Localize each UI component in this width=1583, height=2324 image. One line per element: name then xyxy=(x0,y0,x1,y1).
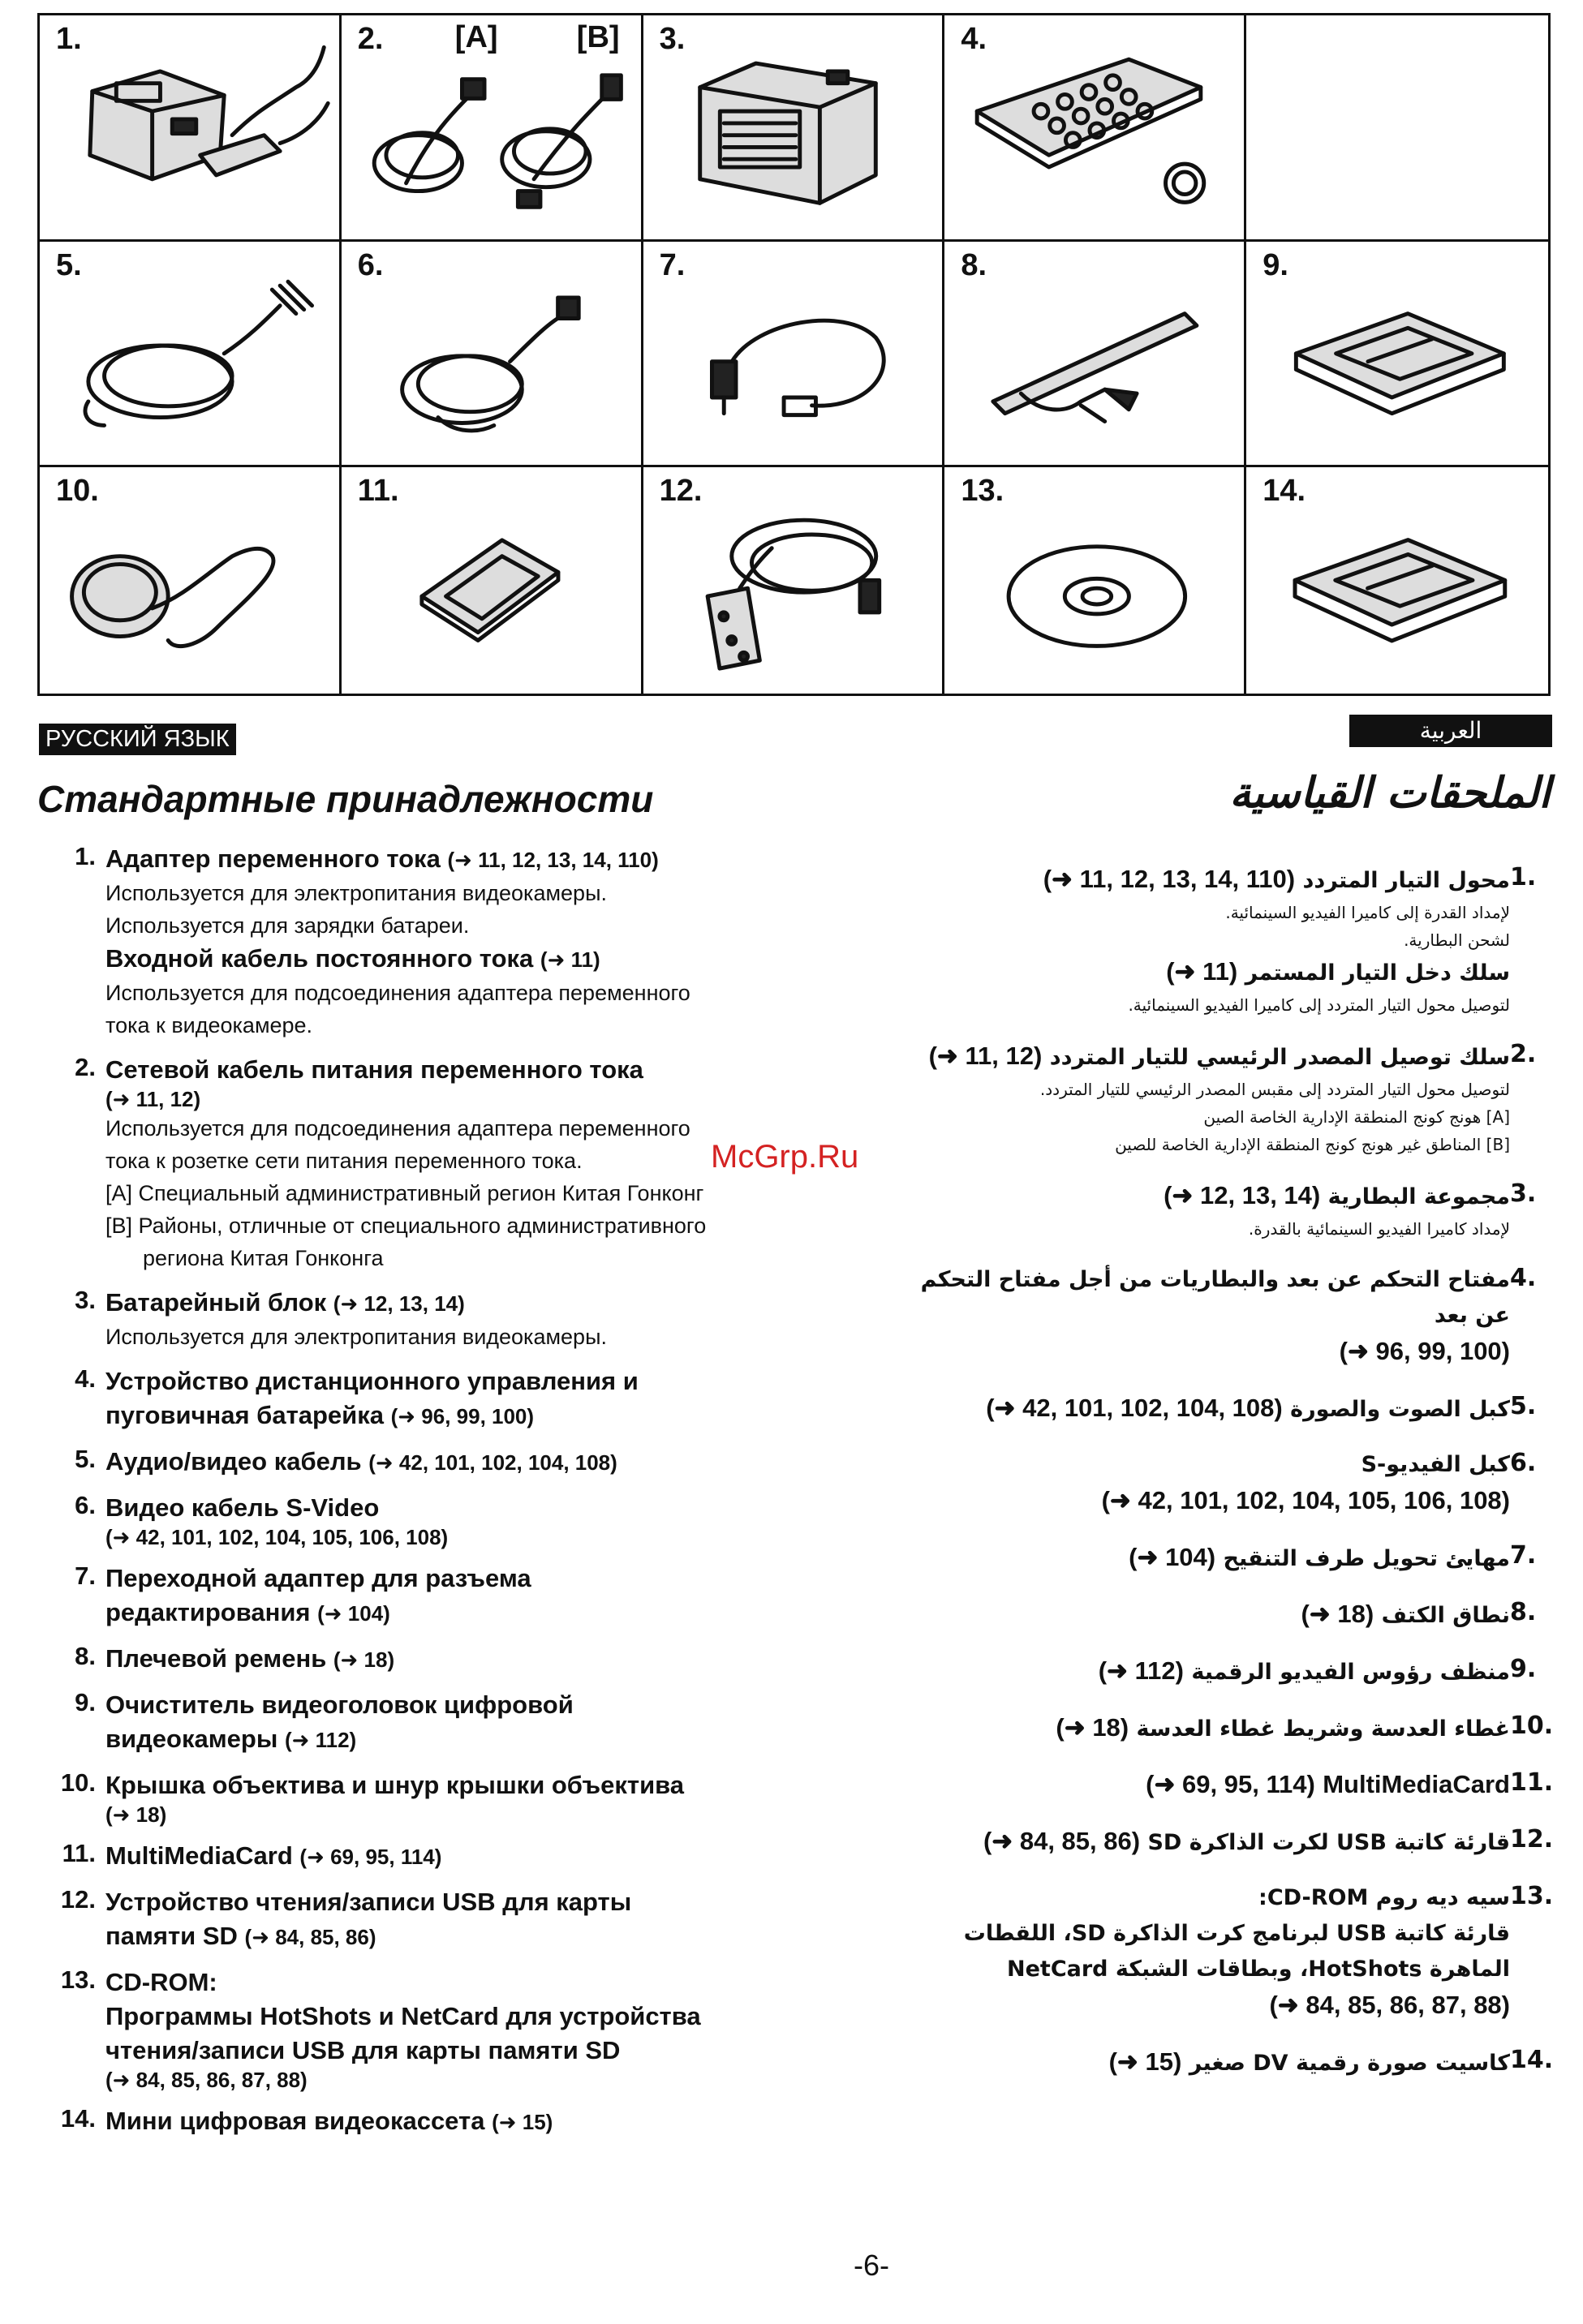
list-item xyxy=(879,1540,1552,1577)
cell-number: 4. xyxy=(961,22,987,56)
page-reference: (➜ 84, 85, 86) xyxy=(983,1827,1141,1855)
item-heading: Аудио/видео кабель xyxy=(105,1447,362,1476)
list-item xyxy=(49,842,844,1042)
item-heading: قارئة كاتبة USB لبرنامج كرت الذاكرة SD، اللقطات الماهرة HotShots، وبطاقات الشبكة NetCard xyxy=(963,1921,1510,1982)
item-heading: كاسيت صورة رقمية DV صغير xyxy=(1189,2051,1510,2076)
item-heading: Плечевой ремень xyxy=(105,1644,327,1673)
page-reference: (➜ 112) xyxy=(284,1728,357,1752)
item-heading: قارئة كاتبة USB لكرت الذاكرة SD xyxy=(1147,1830,1510,1855)
page-reference: (➜ 42, 101, 102, 104, 108) xyxy=(986,1394,1283,1422)
page-reference: (➜ 96, 99, 100) xyxy=(1339,1337,1510,1365)
list-item xyxy=(879,1447,1552,1520)
accessory-cell-1 xyxy=(40,15,342,242)
item-description: لشحن البطارية. xyxy=(1404,930,1510,950)
page-reference: (➜ 42, 101, 102, 104, 105, 106, 108) xyxy=(1101,1486,1510,1514)
page-number: -6- xyxy=(854,2249,889,2282)
list-item xyxy=(49,1768,844,1828)
cell-number: 5. xyxy=(56,247,82,282)
list-item xyxy=(49,1491,844,1550)
head-cleaner-illustration xyxy=(1246,242,1548,466)
list-item xyxy=(879,1596,1552,1634)
item-heading: منظف رؤوس الفيديو الرقمية xyxy=(1191,1660,1510,1685)
item-heading: чтения/записи USB для карты памяти SD xyxy=(105,2036,621,2064)
item-heading: كبل الفيديو-S xyxy=(1361,1452,1510,1477)
list-item xyxy=(49,1286,844,1353)
ac-adapter-illustration xyxy=(40,15,339,239)
item-heading: محول التيار المتردد xyxy=(1302,868,1510,893)
language-label-russian: РУССКИЙ ЯЗЫК xyxy=(39,724,236,755)
cell-number: 11. xyxy=(357,474,399,509)
list-item xyxy=(49,1445,844,1480)
cd-rom-illustration xyxy=(944,467,1244,694)
item-description: Используется для электропитания видеокамеры. xyxy=(105,1325,607,1349)
cell-number: 13. xyxy=(961,474,1004,509)
list-item xyxy=(879,1767,1552,1804)
cell-number: 10. xyxy=(56,474,99,509)
accessory-cell-6 xyxy=(342,242,643,468)
item-heading: Мини цифровая видеокассета xyxy=(105,2107,485,2135)
item-heading: Сетевой кабель питания переменного тока xyxy=(105,1055,643,1084)
list-item xyxy=(879,2044,1552,2081)
accessory-cell-9 xyxy=(1246,242,1548,468)
accessory-cell-14 xyxy=(1246,467,1548,694)
accessory-cell-13 xyxy=(944,467,1246,694)
item-number: 8. xyxy=(75,1642,96,1670)
item-number: 9. xyxy=(1510,1655,1537,1683)
item-description: Используется для электропитания видеокамеры. xyxy=(105,881,607,905)
page-reference: (➜ 18) xyxy=(105,1802,167,1827)
list-item xyxy=(879,1178,1552,1243)
cell-number: 14. xyxy=(1263,474,1306,509)
item-number: 14. xyxy=(60,2104,96,2133)
item-description: لتوصيل محول التيار المتردد إلى مقبس المصدر الرئيسي للتيار المتردد. xyxy=(1039,1080,1510,1099)
accessory-cell-10 xyxy=(40,467,342,694)
accessory-cell-5 xyxy=(40,242,342,468)
accessory-cell-3 xyxy=(643,15,945,242)
list-item xyxy=(49,1562,844,1630)
item-description: [A] Специальный административный регион Китая Гонконг xyxy=(105,1181,704,1205)
page-reference: (➜ 18) xyxy=(333,1647,395,1672)
item-number: 14. xyxy=(1510,2046,1554,2074)
cell-number: 7. xyxy=(659,247,686,282)
region-tag-a: [A] xyxy=(454,20,498,54)
item-number: 12. xyxy=(1510,1825,1554,1854)
page-reference: (➜ 11, 12) xyxy=(928,1042,1043,1070)
item-description: لإمداد كاميرا الفيديو السينمائية بالقدرة. xyxy=(1248,1219,1510,1239)
item-number: 10. xyxy=(60,1768,96,1797)
accessory-cell-7 xyxy=(643,242,945,468)
item-heading: MultiMediaCard xyxy=(105,1841,293,1870)
accessory-cell-11 xyxy=(342,467,643,694)
accessory-cell-12 xyxy=(643,467,945,694)
page-reference: (➜ 84, 85, 86, 87, 88) xyxy=(1269,1991,1510,2019)
page-reference: (➜ 104) xyxy=(1129,1543,1216,1571)
item-heading: CD-ROM: xyxy=(105,1968,217,1996)
battery-pack-illustration xyxy=(643,15,943,239)
item-heading: Видео кабель S-Video xyxy=(105,1493,380,1522)
item-number: 12. xyxy=(60,1885,96,1914)
cell-number: 3. xyxy=(659,22,686,56)
item-heading: Входной кабель постоянного тока xyxy=(105,944,534,973)
item-heading: Программы HotShots и NetCard для устройства xyxy=(105,2002,701,2030)
item-heading: سلك دخل التيار المستمر xyxy=(1245,960,1510,986)
list-item xyxy=(49,1885,844,1954)
item-heading: مهايئ تحويل طرف التنقيح xyxy=(1223,1546,1510,1571)
accessory-cell-8 xyxy=(944,242,1246,468)
page-reference: (➜ 69, 95, 114) xyxy=(299,1845,442,1869)
page-reference: (➜ 84, 85, 86, 87, 88) xyxy=(105,2068,308,2092)
page-reference: (➜ 15) xyxy=(492,2110,553,2134)
item-number: 9. xyxy=(75,1688,96,1716)
item-description: [A] هونج كونج المنطقة الإدارية الخاصة الصين xyxy=(1203,1107,1510,1127)
shoulder-strap-illustration xyxy=(944,242,1244,466)
cell-number: 9. xyxy=(1263,247,1288,282)
item-description: Используется для подсоединения адаптера переменного xyxy=(105,981,690,1005)
item-description: тока к розетке сети питания переменного тока. xyxy=(105,1149,583,1173)
item-heading: Адаптер переменного тока xyxy=(105,844,441,873)
item-heading: غطاء العدسة وشريط غطاء العدسة xyxy=(1136,1716,1510,1742)
page-reference: (➜ 11) xyxy=(1166,957,1238,986)
list-item xyxy=(49,1364,844,1433)
list-item xyxy=(879,1038,1552,1158)
item-description: Используется для подсоединения адаптера переменного xyxy=(105,1116,690,1141)
page-reference: (➜ 12, 13, 14) xyxy=(333,1291,465,1316)
item-heading: памяти SD xyxy=(105,1922,238,1950)
usb-reader-illustration xyxy=(643,467,943,694)
watermark: McGrp.Ru xyxy=(711,1139,859,1175)
item-heading: كبل الصوت والصورة xyxy=(1290,1397,1510,1422)
item-number: 13. xyxy=(1510,1882,1554,1910)
list-item xyxy=(49,2104,844,2139)
page-reference: (➜ 11) xyxy=(540,947,600,972)
list-item xyxy=(879,1653,1552,1690)
item-number: 11. xyxy=(1510,1768,1554,1797)
page-reference: (➜ 42, 101, 102, 104, 105, 106, 108) xyxy=(105,1525,449,1549)
region-tag-b: [B] xyxy=(576,20,620,54)
item-heading: Устройство чтения/записи USB для карты xyxy=(105,1888,632,1916)
item-number: 6. xyxy=(75,1491,96,1519)
list-item xyxy=(49,1839,844,1874)
list-item xyxy=(49,1965,844,2093)
page-reference: (➜ 112) xyxy=(1098,1656,1184,1685)
remote-control-illustration xyxy=(944,15,1244,239)
item-heading: Переходной адаптер для разъема xyxy=(105,1564,531,1592)
item-number: 4. xyxy=(1510,1264,1537,1292)
item-number: 6. xyxy=(1510,1449,1537,1477)
section-title-russian: Стандартные принадлежности xyxy=(37,778,654,820)
page-reference: (➜ 18) xyxy=(1056,1713,1129,1742)
item-description: тока к видеокамере. xyxy=(105,1013,313,1037)
item-heading: Очиститель видеоголовок цифровой xyxy=(105,1690,574,1719)
list-item xyxy=(879,861,1552,1019)
item-heading: مفتاح التحكم عن بعد والبطاريات من أجل مفتاح التحكم عن بعد xyxy=(920,1267,1510,1328)
accessory-grid xyxy=(37,13,1551,696)
russian-accessory-list xyxy=(49,842,844,2150)
page-reference: (➜ 69, 95, 114) xyxy=(1146,1770,1315,1798)
item-description: [B] Районы, отличные от специального административного xyxy=(105,1214,707,1238)
item-number: 7. xyxy=(1510,1541,1537,1570)
item-description: Используется для зарядки батареи. xyxy=(105,913,470,938)
list-item xyxy=(49,1688,844,1757)
item-heading: редактирования xyxy=(105,1598,311,1626)
item-heading: Батарейный блок xyxy=(105,1288,327,1317)
page-reference: (➜ 11, 12) xyxy=(105,1087,201,1111)
item-number: 3. xyxy=(75,1286,96,1314)
item-description: لتوصيل محول التيار المتردد إلى كاميرا الفيديو السينمائية. xyxy=(1128,995,1510,1015)
editing-adapter-illustration xyxy=(643,242,943,466)
list-item xyxy=(879,1880,1552,2025)
list-item xyxy=(879,1390,1552,1428)
s-video-cable-illustration xyxy=(342,242,641,466)
accessory-cell-2 xyxy=(342,15,643,242)
accessory-cell-4 xyxy=(944,15,1246,242)
cell-number: 1. xyxy=(56,22,82,56)
item-number: 3. xyxy=(1510,1179,1537,1208)
page-reference: (➜ 96, 99, 100) xyxy=(390,1404,535,1428)
item-heading: مجموعة البطارية xyxy=(1327,1184,1510,1209)
item-number: 2. xyxy=(75,1053,96,1081)
item-number: 7. xyxy=(75,1562,96,1590)
item-description: لإمداد القدرة إلى كاميرا الفيديو السينمائية. xyxy=(1225,903,1510,922)
page-reference: (➜ 11, 12, 13, 14, 110) xyxy=(447,848,659,872)
page-reference: (➜ 15) xyxy=(1108,2047,1182,2076)
page-reference: (➜ 12, 13, 14) xyxy=(1164,1181,1321,1209)
cell-number: 6. xyxy=(357,247,384,282)
item-heading: سلك توصيل المصدر الرئيسي للتيار المتردد xyxy=(1049,1045,1510,1070)
item-heading: Устройство дистанционного управления и xyxy=(105,1367,639,1395)
item-number: 5. xyxy=(75,1445,96,1473)
item-heading: пуговичная батарейка xyxy=(105,1401,384,1429)
accessory-cell-empty xyxy=(1246,15,1548,242)
section-title-arabic: الملحقات القياسية xyxy=(1229,769,1551,818)
item-heading: MultiMediaCard xyxy=(1323,1770,1510,1798)
arabic-accessory-list xyxy=(879,861,1552,2101)
page-reference: (➜ 11, 12, 13, 14, 110) xyxy=(1043,865,1296,893)
item-heading: видеокамеры xyxy=(105,1725,278,1753)
item-number: 11. xyxy=(62,1839,96,1867)
page-reference: (➜ 84, 85, 86) xyxy=(244,1925,376,1949)
page-reference: (➜ 42, 101, 102, 104, 108) xyxy=(368,1450,617,1475)
mini-dv-cassette-illustration xyxy=(1246,467,1548,694)
page-reference: (➜ 104) xyxy=(317,1601,390,1626)
cell-number: 2. xyxy=(357,22,384,56)
item-description: региона Китая Гонконга xyxy=(143,1246,384,1270)
list-item xyxy=(49,1642,844,1677)
cell-number: 8. xyxy=(961,247,987,282)
item-number: 13. xyxy=(60,1965,96,1994)
item-number: 1. xyxy=(1510,863,1537,891)
lens-cap-illustration xyxy=(40,467,339,694)
item-number: 8. xyxy=(1510,1598,1537,1626)
av-cable-illustration xyxy=(40,242,339,466)
item-number: 10. xyxy=(1510,1712,1554,1740)
item-number: 5. xyxy=(1510,1392,1537,1420)
item-number: 1. xyxy=(75,842,96,870)
language-label-arabic: العربية xyxy=(1349,715,1552,747)
item-number: 4. xyxy=(75,1364,96,1393)
item-heading: سيه ديه روم CD-ROM: xyxy=(1258,1885,1510,1910)
ac-mains-cable-illustration xyxy=(342,15,641,239)
page-reference: (➜ 18) xyxy=(1301,1600,1374,1628)
item-heading: نطاق الكتف xyxy=(1381,1603,1510,1628)
item-heading: Крышка объектива и шнур крышки объектива xyxy=(105,1771,685,1799)
multimediacard-illustration xyxy=(342,467,641,694)
item-description: [B] المناطق غير هونج كونج المنطقة الإدارية الخاصة للصين xyxy=(1115,1135,1510,1154)
item-number: 2. xyxy=(1510,1040,1537,1068)
list-item xyxy=(879,1710,1552,1747)
cell-number: 12. xyxy=(659,474,703,509)
list-item xyxy=(879,1262,1552,1371)
list-item xyxy=(879,1824,1552,1861)
